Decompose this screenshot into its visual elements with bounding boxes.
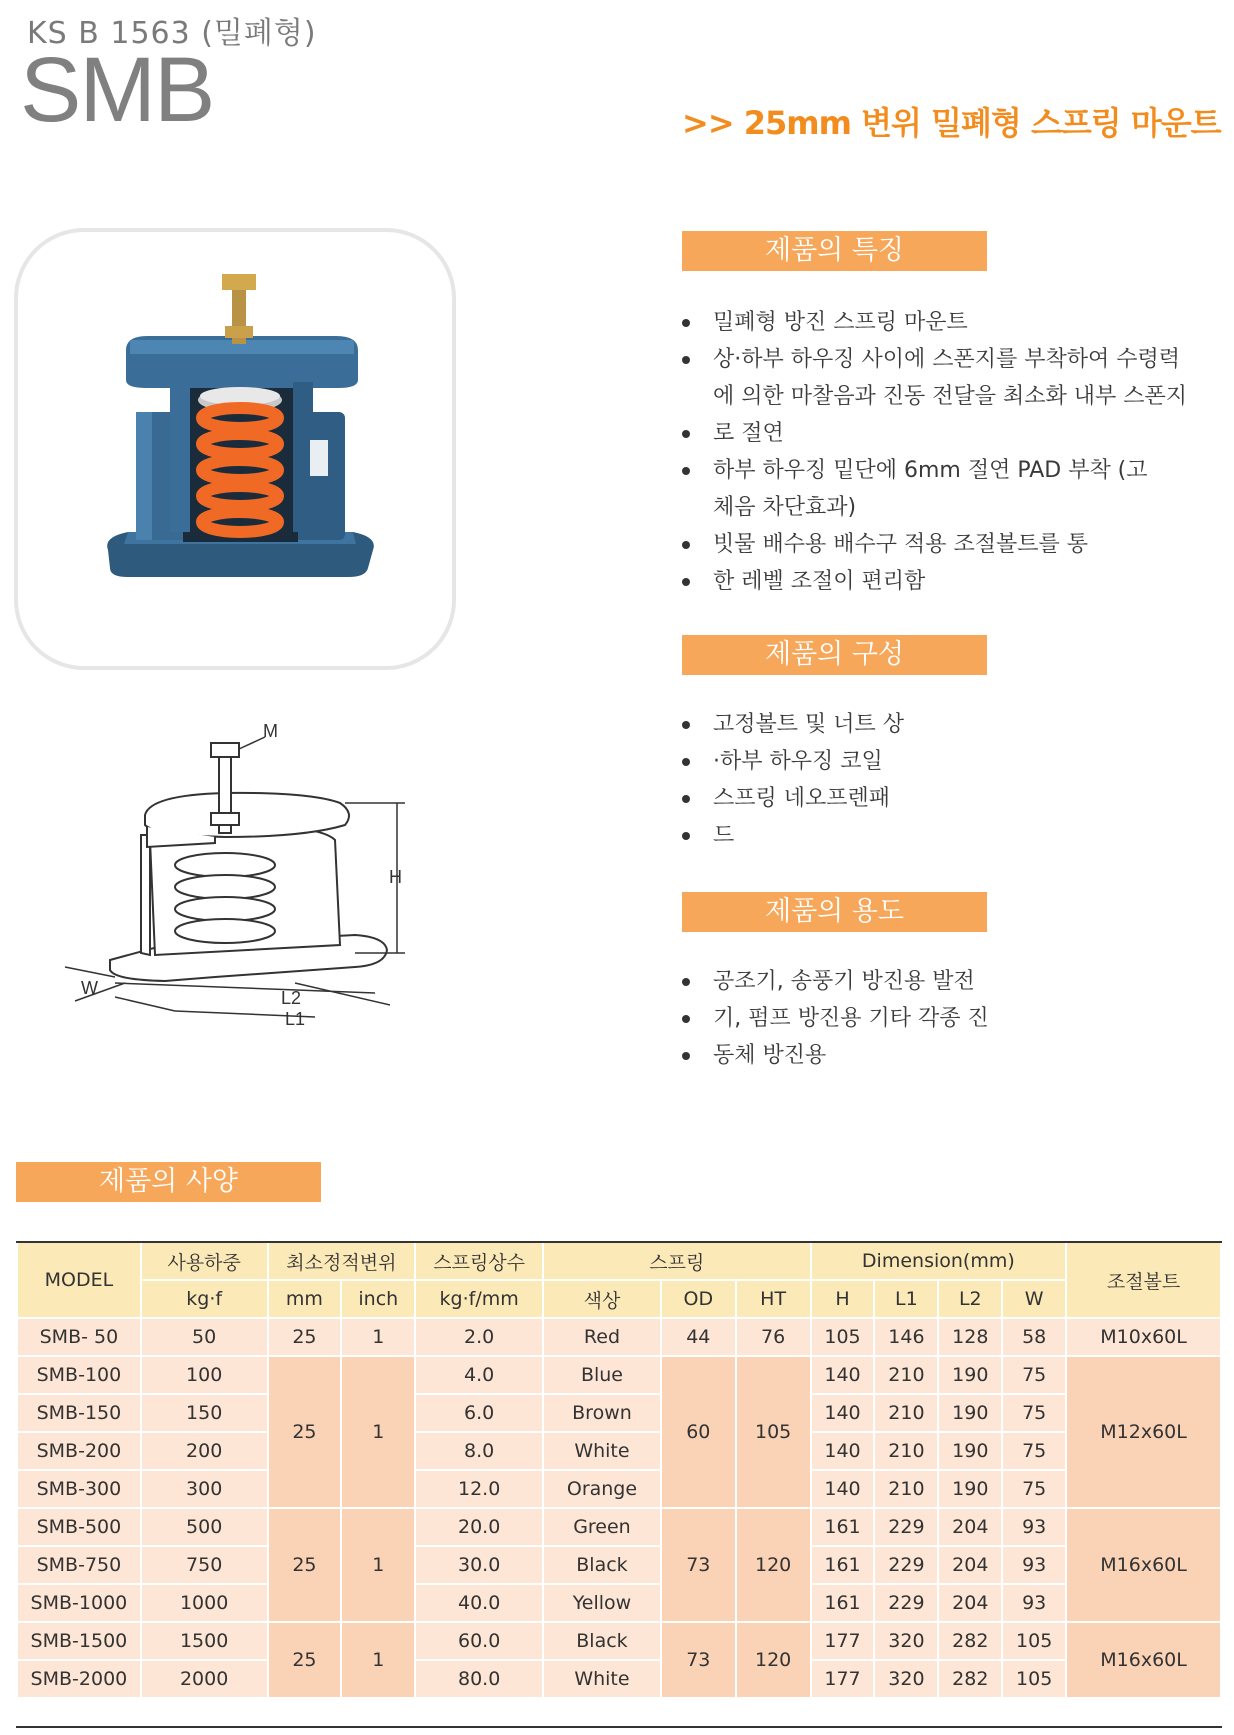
cell-inch: 1	[341, 1622, 415, 1698]
dimension-diagram	[55, 715, 455, 1035]
cell-l1: 320	[874, 1660, 938, 1698]
header-spring: 스프링	[543, 1242, 811, 1280]
model-title: SMB	[20, 39, 214, 141]
cell-load: 50	[141, 1318, 268, 1356]
cell-color: Brown	[543, 1394, 661, 1432]
cell-w: 93	[1002, 1508, 1066, 1546]
usage-list	[682, 963, 989, 1074]
cell-l2: 190	[938, 1432, 1002, 1470]
cell-od: 73	[661, 1508, 736, 1622]
header-bolt: 조절볼트	[1066, 1242, 1221, 1318]
header-ht: HT	[736, 1280, 811, 1318]
list-item: 고정볼트 및 너트 상	[682, 706, 904, 743]
cell-inch: 1	[341, 1356, 415, 1508]
list-item: 공조기, 송풍기 방진용 발전	[682, 963, 989, 1000]
cell-load: 150	[141, 1394, 268, 1432]
cell-l2: 190	[938, 1356, 1002, 1394]
cell-l1: 229	[874, 1546, 938, 1584]
cell-l1: 210	[874, 1470, 938, 1508]
composition-heading: 제품의 구성	[682, 635, 987, 675]
product-photo-frame	[14, 228, 456, 670]
table-row	[17, 1470, 1221, 1508]
cell-w: 58	[1002, 1318, 1066, 1356]
cell-w: 75	[1002, 1394, 1066, 1432]
table-bottom-rule	[16, 1726, 1222, 1728]
cell-model: SMB-2000	[17, 1660, 141, 1698]
cell-model: SMB-100	[17, 1356, 141, 1394]
table-top-rule	[16, 1241, 1222, 1243]
cell-load: 100	[141, 1356, 268, 1394]
cell-h: 177	[811, 1622, 875, 1660]
cell-color: Green	[543, 1508, 661, 1546]
table-row	[17, 1394, 1221, 1432]
cell-rate: 80.0	[415, 1660, 543, 1698]
spec-table	[16, 1241, 1222, 1699]
cell-od: 60	[661, 1356, 736, 1508]
cell-mm: 25	[268, 1508, 342, 1622]
cell-l2: 190	[938, 1394, 1002, 1432]
diagram-label-l2: L2	[281, 988, 302, 1008]
table-row	[17, 1318, 1221, 1356]
list-item: 드	[682, 817, 904, 854]
cell-ht: 105	[736, 1356, 811, 1508]
diagram-label-m: M	[263, 721, 278, 741]
cell-h: 161	[811, 1508, 875, 1546]
diagram-label-l1: L1	[285, 1009, 306, 1029]
cell-inch: 1	[341, 1318, 415, 1356]
list-item: 기, 펌프 방진용 기타 각종 진	[682, 1000, 989, 1037]
cell-color: Yellow	[543, 1584, 661, 1622]
cell-w: 93	[1002, 1546, 1066, 1584]
tagline: >> 25mm 변위 밀폐형 스프링 마운트	[682, 104, 1221, 142]
cell-model: SMB- 50	[17, 1318, 141, 1356]
table-row	[17, 1584, 1221, 1622]
list-item: 로 절연	[682, 415, 1187, 452]
cell-color: Orange	[543, 1470, 661, 1508]
cell-load: 750	[141, 1546, 268, 1584]
cell-h: 140	[811, 1432, 875, 1470]
cell-load: 200	[141, 1432, 268, 1470]
list-item: 빗물 배수용 배수구 적용 조절볼트를 통	[682, 526, 1187, 563]
header-kgf: kg·f	[141, 1280, 268, 1318]
list-item: 에 의한 마찰음과 진동 전달을 최소화 내부 스폰지	[713, 384, 1187, 409]
cell-model: SMB-200	[17, 1432, 141, 1470]
list-item: 상·하부 하우징 사이에 스폰지를 부착하여 수령력	[682, 341, 1187, 378]
cell-rate: 2.0	[415, 1318, 543, 1356]
cell-color: Black	[543, 1622, 661, 1660]
cell-l2: 128	[938, 1318, 1002, 1356]
header-dimension: Dimension(mm)	[811, 1242, 1067, 1280]
cell-l1: 210	[874, 1356, 938, 1394]
cell-l1: 229	[874, 1508, 938, 1546]
features-list	[682, 304, 1187, 600]
cell-w: 75	[1002, 1356, 1066, 1394]
header-h: H	[811, 1280, 875, 1318]
cell-l1: 146	[874, 1318, 938, 1356]
diagram-label-h: H	[389, 867, 402, 887]
cell-mm: 25	[268, 1356, 342, 1508]
cell-h: 140	[811, 1470, 875, 1508]
table-row	[17, 1660, 1221, 1698]
header-inch: inch	[341, 1280, 415, 1318]
header-load: 사용하중	[141, 1242, 268, 1280]
cell-ht: 120	[736, 1508, 811, 1622]
cell-h: 161	[811, 1546, 875, 1584]
header-kgfmm: kg·f/mm	[415, 1280, 543, 1318]
cell-h: 105	[811, 1318, 875, 1356]
cell-w: 93	[1002, 1584, 1066, 1622]
features-heading: 제품의 특징	[682, 231, 987, 271]
header-od: OD	[661, 1280, 736, 1318]
list-item: ·하부 하우징 코일	[682, 743, 904, 780]
cell-rate: 20.0	[415, 1508, 543, 1546]
usage-heading: 제품의 용도	[682, 892, 987, 932]
product-photo	[18, 232, 452, 666]
composition-list	[682, 706, 904, 854]
header-l1: L1	[874, 1280, 938, 1318]
header-w: W	[1002, 1280, 1066, 1318]
cell-load: 1500	[141, 1622, 268, 1660]
cell-l2: 204	[938, 1508, 1002, 1546]
table-row	[17, 1356, 1221, 1394]
cell-model: SMB-750	[17, 1546, 141, 1584]
cell-color: Black	[543, 1546, 661, 1584]
cell-l1: 320	[874, 1622, 938, 1660]
standard-label: KS B 1563 (밀폐형)	[27, 16, 317, 51]
cell-rate: 30.0	[415, 1546, 543, 1584]
list-item: 체음 차단효과)	[713, 495, 857, 520]
cell-load: 300	[141, 1470, 268, 1508]
cell-model: SMB-1500	[17, 1622, 141, 1660]
cell-h: 177	[811, 1660, 875, 1698]
cell-ht: 120	[736, 1622, 811, 1698]
list-item: 밀폐형 방진 스프링 마운트	[682, 304, 1187, 341]
header-model: MODEL	[17, 1242, 141, 1318]
cell-model: SMB-300	[17, 1470, 141, 1508]
cell-model: SMB-150	[17, 1394, 141, 1432]
list-item: 하부 하우징 밑단에 6mm 절연 PAD 부착 (고	[682, 452, 1187, 489]
header-mm: mm	[268, 1280, 342, 1318]
cell-rate: 60.0	[415, 1622, 543, 1660]
cell-l1: 229	[874, 1584, 938, 1622]
header-l2: L2	[938, 1280, 1002, 1318]
cell-h: 140	[811, 1394, 875, 1432]
cell-bolt: M16x60L	[1066, 1508, 1221, 1622]
header-rate: 스프링상수	[415, 1242, 543, 1280]
cell-rate: 6.0	[415, 1394, 543, 1432]
header-color: 색상	[543, 1280, 661, 1318]
diagram-label-w: W	[81, 978, 98, 998]
cell-rate: 40.0	[415, 1584, 543, 1622]
table-row	[17, 1546, 1221, 1584]
cell-l2: 204	[938, 1584, 1002, 1622]
cell-l2: 190	[938, 1470, 1002, 1508]
cell-color: White	[543, 1660, 661, 1698]
table-row	[17, 1622, 1221, 1660]
cell-bolt: M10x60L	[1066, 1318, 1221, 1356]
list-item: 스프링 네오프렌패	[682, 780, 904, 817]
cell-load: 1000	[141, 1584, 268, 1622]
cell-rate: 4.0	[415, 1356, 543, 1394]
cell-od: 73	[661, 1622, 736, 1698]
cell-ht: 76	[736, 1318, 811, 1356]
cell-load: 2000	[141, 1660, 268, 1698]
cell-model: SMB-500	[17, 1508, 141, 1546]
cell-color: Blue	[543, 1356, 661, 1394]
cell-inch: 1	[341, 1508, 415, 1622]
table-row	[17, 1432, 1221, 1470]
cell-color: White	[543, 1432, 661, 1470]
cell-model: SMB-1000	[17, 1584, 141, 1622]
cell-mm: 25	[268, 1318, 342, 1356]
cell-l2: 282	[938, 1622, 1002, 1660]
cell-load: 500	[141, 1508, 268, 1546]
cell-l2: 204	[938, 1546, 1002, 1584]
table-row	[17, 1508, 1221, 1546]
cell-h: 140	[811, 1356, 875, 1394]
spec-heading: 제품의 사양	[16, 1162, 321, 1202]
list-item: 한 레벨 조절이 편리함	[682, 563, 1187, 600]
header-deflection: 최소정적변위	[268, 1242, 416, 1280]
cell-w: 75	[1002, 1432, 1066, 1470]
cell-color: Red	[543, 1318, 661, 1356]
cell-bolt: M12x60L	[1066, 1356, 1221, 1508]
cell-od: 44	[661, 1318, 736, 1356]
list-item: 동체 방진용	[682, 1037, 989, 1074]
cell-w: 75	[1002, 1470, 1066, 1508]
cell-w: 105	[1002, 1660, 1066, 1698]
cell-mm: 25	[268, 1622, 342, 1698]
cell-l1: 210	[874, 1394, 938, 1432]
cell-bolt: M16x60L	[1066, 1622, 1221, 1698]
cell-l1: 210	[874, 1432, 938, 1470]
cell-h: 161	[811, 1584, 875, 1622]
cell-rate: 8.0	[415, 1432, 543, 1470]
cell-w: 105	[1002, 1622, 1066, 1660]
cell-rate: 12.0	[415, 1470, 543, 1508]
cell-l2: 282	[938, 1660, 1002, 1698]
